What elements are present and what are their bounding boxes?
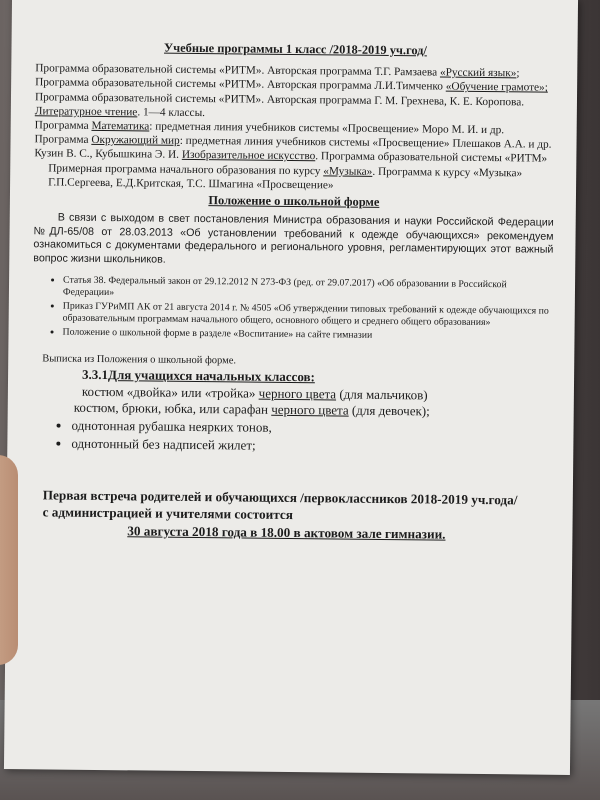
- program-text: . 1—4 классы.: [137, 106, 206, 119]
- program-subject: «Обучение грамоте»;: [445, 81, 548, 95]
- uniform-item: • однотонная рубашка неярких тонов,: [71, 417, 551, 440]
- uniform-heading-text: Для учащихся начальных классов:: [108, 367, 315, 385]
- program-text: Программа образовательной системы «РИТМ». Авторская программа Л.И.Тимченко: [35, 76, 446, 94]
- program-subject: Литературное чтение: [34, 105, 138, 119]
- uniform-text: (для мальчиков): [336, 386, 428, 403]
- paper-sheet: [4, 0, 578, 775]
- document-content: [30, 39, 555, 544]
- uniform-item: • однотонный без надписей жилет;: [71, 435, 551, 458]
- intro-paragraph: В связи с выходом в свет постановления Министра образования и науки Российской Федерации №ДЛ-65/08 от 28.03.2013 «Об установлении требований к одежде обучающихся» рекомендуем ознакомиться с документами федерального и регионального уровня, регламентирующих этот важный вопрос жизни школьников.: [33, 211, 554, 266]
- document-list-item: • Статья 38. Федеральный закон от 29.12.2012 N 273-ФЗ (ред. от 29.07.2017) «Об образовании в Российской Федерации»: [63, 274, 553, 304]
- meeting-date-line: 30 августа 2018 года в 18.00 в актовом зале гимназии.: [127, 523, 446, 542]
- program-text: : предметная линия учебников системы «Просвещение» Плешаков А.А. и др.: [179, 135, 552, 151]
- program-text: Кузин В. С., Кубышкина Э. И.: [34, 147, 182, 162]
- uniform-text: (для девочек);: [348, 402, 430, 419]
- program-subject: Математика: [91, 119, 150, 133]
- extract-caption: Выписка из Положения о школьной форме.: [42, 353, 237, 367]
- uniform-requirements: [73, 367, 552, 421]
- uniform-color: черного цвета: [258, 385, 337, 402]
- uniform-items-list: [31, 416, 551, 457]
- program-subject: Окружающий мир: [91, 134, 180, 148]
- document-title: Учебные программы 1 класс /2018-2019 уч.год/: [164, 40, 427, 58]
- program-subject: «Музыка»: [323, 164, 373, 178]
- uniform-heading-number: 3.3.1: [82, 367, 109, 383]
- uniform-text: костюм, брюки, юбка, или сарафан: [73, 400, 272, 418]
- program-subject: Изобразительное искусство: [181, 149, 316, 163]
- program-text: Программа образовательной системы «РИТМ». Авторская программа Т.Г. Рамзаева: [35, 62, 441, 79]
- document-list-item: • Приказ ГУРиМП АК от 21 августа 2014 г. № 4505 «Об утверждении типовых требований к одежде обучающихся по образовательным программам начального общего, основного общего и среднего общего образования»: [63, 300, 553, 330]
- meeting-line: Первая встреча родителей и обучающихся /первоклассников 2018-2019 уч.года/: [42, 487, 518, 508]
- uniform-color: черного цвета: [271, 402, 349, 418]
- program-text: . Программа образовательной системы «РИТМ»: [315, 150, 548, 166]
- program-text: ;: [516, 67, 520, 80]
- meeting-announcement: [42, 486, 551, 544]
- hand-finger: [0, 455, 18, 665]
- program-text: . Программа к курсу «Музыка» Г.П.Сергеева, Е.Д.Критская, Т.С. Шмагина «Просвещение»: [48, 165, 523, 192]
- program-text: Программа образовательной системы «РИТМ». Авторская программа Г. М. Грехнева, К. Е. Коропова.: [34, 90, 525, 109]
- programs-list: [34, 62, 555, 195]
- document-list-item: • Положение о школьной форме в разделе «Воспитание» на сайте гимназии: [62, 326, 552, 344]
- uniform-text: костюм «двойка» или «тройка»: [81, 383, 259, 401]
- uniform-section-title: Положение о школьной форме: [208, 193, 380, 209]
- meeting-line: с администрацией и учителями состоится: [42, 504, 293, 523]
- program-text: Программа: [34, 119, 92, 132]
- program-text: Программа: [34, 133, 92, 147]
- program-text: Примерная программа начального образования по курсу: [48, 162, 324, 177]
- documents-list: [32, 274, 553, 344]
- program-item: [48, 161, 554, 195]
- program-text: : предметная линия учебников системы «Просвещение» Моро М. И. и др.: [149, 120, 505, 137]
- program-subject: «Русский язык»: [439, 66, 517, 80]
